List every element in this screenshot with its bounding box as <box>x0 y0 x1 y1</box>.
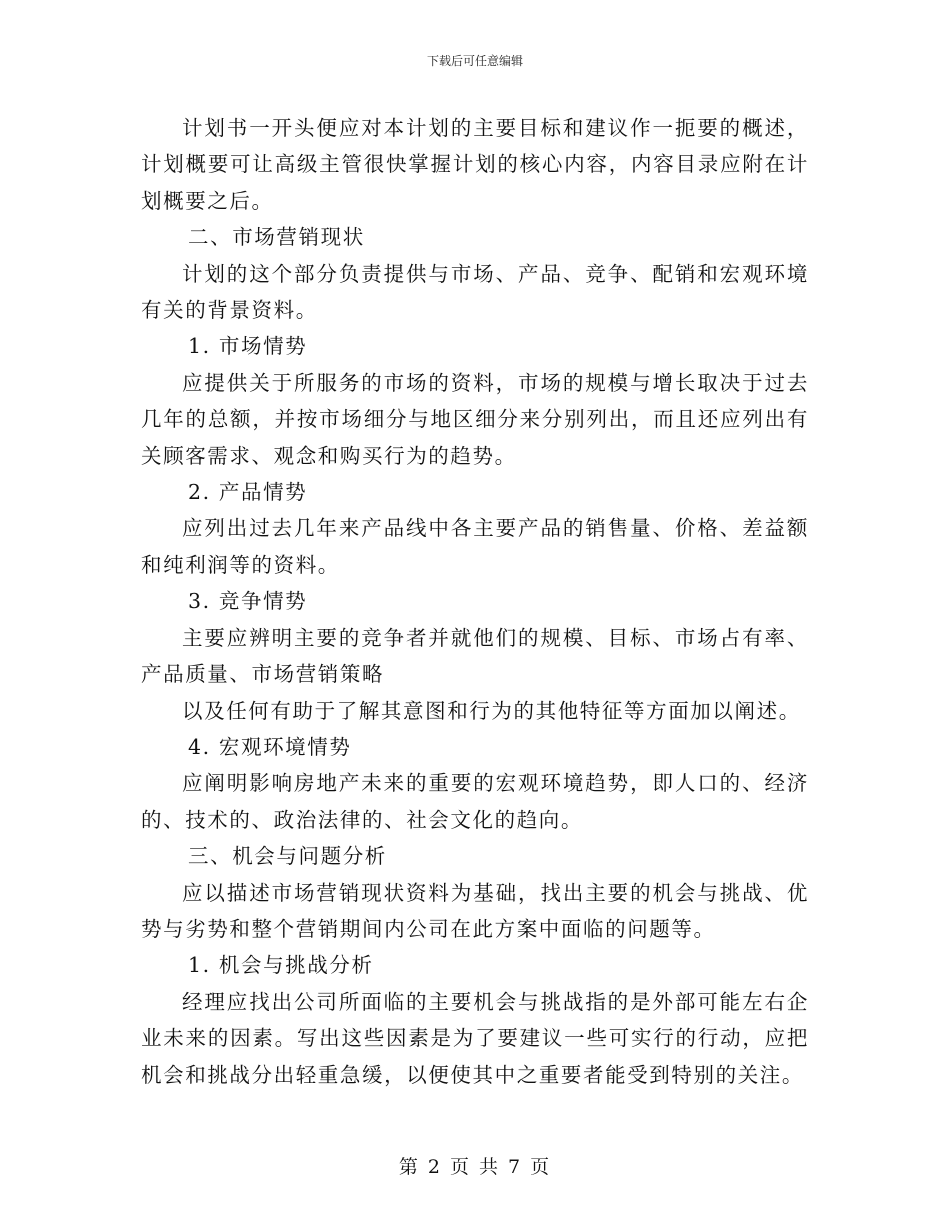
subsection-heading: 1. 市场情势 <box>188 334 308 359</box>
subsection-heading: 4. 宏观环境情势 <box>188 734 352 759</box>
paragraph: 应列出过去几年来产品线中各主要产品的销售量、价格、差益额和纯利润等的资料。 <box>141 516 809 577</box>
page-footer: 第 2 页 共 7 页 <box>398 1156 552 1178</box>
paragraph: 经理应找出公司所面临的主要机会与挑战指的是外部可能左右企业未来的因素。写出这些因素是为了要建议一些可实行的行动，应把机会和挑战分出轻重急缓，以便使其中之重要者能受到特别的关注。 <box>141 989 809 1087</box>
page-header: 下载后可任意编辑 <box>426 54 523 68</box>
paragraph: 主要应辨明主要的竞争者并就他们的规模、目标、市场占有率、产品质量、市场营销策略 <box>141 625 809 687</box>
subsection-heading: 1. 机会与挑战分析 <box>188 953 374 978</box>
paragraph: 计划的这个部分负责提供与市场、产品、竞争、配销和宏观环境有关的背景资料。 <box>141 261 809 323</box>
paragraph: 应提供关于所服务的市场的资料，市场的规模与增长取决于过去几年的总额，并按市场细分与地区细分来分别列出，而且还应列出有关顾客需求、观念和购买行为的趋势。 <box>141 370 809 468</box>
paragraph: 应阐明影响房地产未来的重要的宏观环境趋势，即人口的、经济的、技术的、政治法律的、社会文化的趋向。 <box>141 771 809 832</box>
paragraph: 计划书一开头便应对本计划的主要目标和建议作一扼要的概述，计划概要可让高级主管很快掌握计划的核心内容，内容目录应附在计划概要之后。 <box>141 116 809 213</box>
section-heading: 二、市场营销现状 <box>188 225 365 250</box>
subsection-heading: 2. 产品情势 <box>188 480 308 505</box>
paragraph: 应以描述市场营销现状资料为基础，找出主要的机会与挑战、优势与劣势和整个营销期间内公司在此方案中面临的问题等。 <box>141 880 809 941</box>
paragraph: 以及任何有助于了解其意图和行为的其他特征等方面加以阐述。 <box>182 698 801 723</box>
subsection-heading: 3. 竞争情势 <box>188 589 308 614</box>
document-body <box>141 110 809 1093</box>
section-heading: 三、机会与问题分析 <box>188 844 387 869</box>
